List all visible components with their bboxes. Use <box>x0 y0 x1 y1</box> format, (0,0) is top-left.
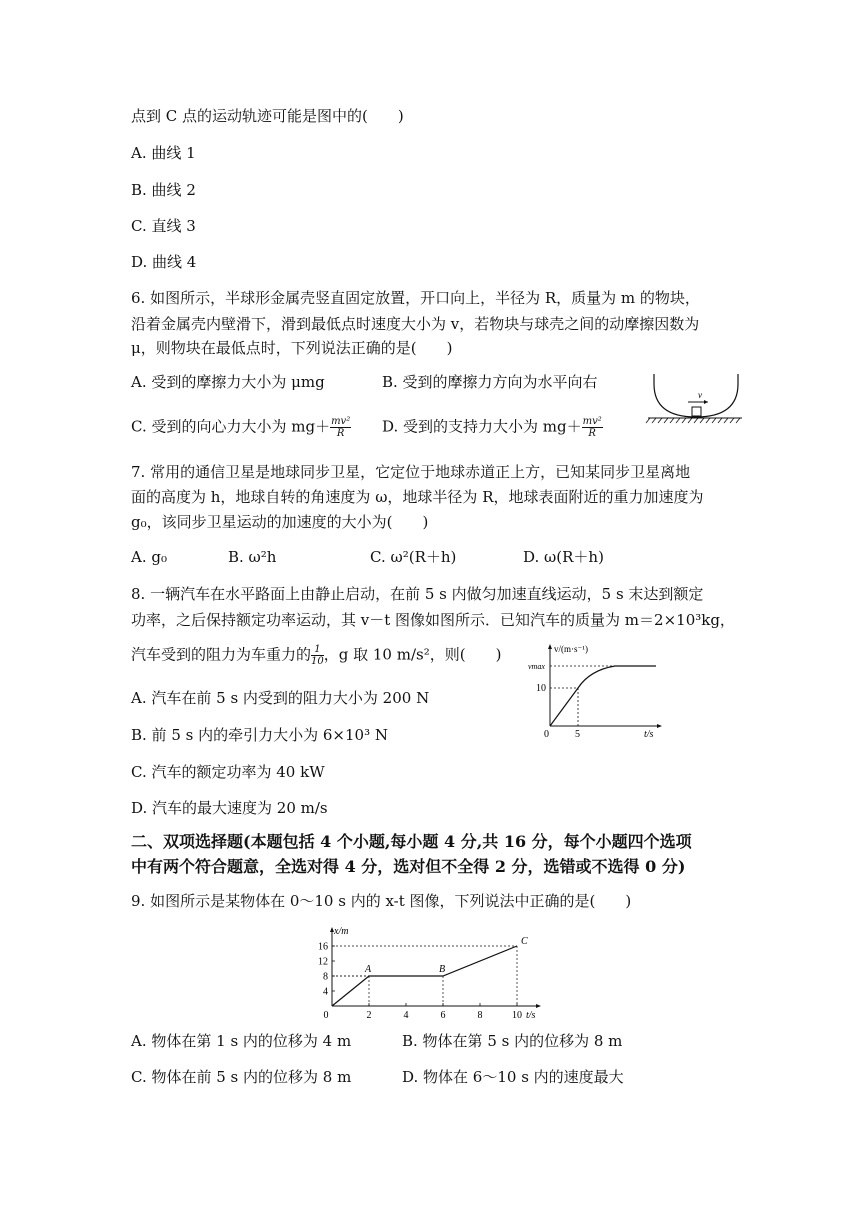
q7-option-c: C. ω²(R＋h) <box>370 548 457 566</box>
q6-option-d-text: D. 受到的支持力大小为 mg＋ <box>382 417 582 436</box>
q7-stem-line1: 7. 常用的通信卫星是地球同步卫星，它定位于地球赤道正上方，已知某同步卫星离地 <box>131 463 691 481</box>
xt-chart <box>312 924 547 1020</box>
xt-x-label: t/s <box>526 1010 536 1020</box>
q6-option-d <box>382 416 603 439</box>
q6-option-d-fraction <box>582 416 603 439</box>
q7-option-a: A. g₀ <box>131 548 167 566</box>
fraction-numerator: mv² <box>331 416 351 427</box>
q8-stem-line3-text: 汽车受到的阻力为车重力的 <box>131 645 312 664</box>
q8-option-d: D. 汽车的最大速度为 20 m/s <box>131 799 328 817</box>
q5-option-d: D. 曲线 4 <box>131 253 197 271</box>
q6-stem-line2: 沿着金属壳内壁滑下，滑到最低点时速度大小为 v，若物块与球壳之间的动摩擦因数为 <box>131 315 700 333</box>
block <box>692 407 701 416</box>
xt-x-tick-label: 2 <box>366 1010 372 1020</box>
q8-stem-line1: 8. 一辆汽车在水平路面上由静止启动，在前 5 s 内做匀加速直线运动，5 s 末达到额定 <box>131 585 704 603</box>
q7-option-d: D. ω(R＋h) <box>523 548 604 566</box>
q8-fraction <box>311 644 324 667</box>
q6-stem-line3: μ，则物块在最低点时，下列说法正确的是( ) <box>131 339 453 357</box>
vt-x-label: t/s <box>644 729 654 740</box>
q8-stem-line3 <box>131 644 501 667</box>
vt-x-arrowhead <box>657 724 662 728</box>
vt-tick-5: 5 <box>575 729 580 740</box>
q7-stem-line3: g₀，该同步卫星运动的加速度的大小为( ) <box>131 513 429 531</box>
xt-y-label: x/m <box>334 926 349 937</box>
q6-option-c-fraction <box>330 416 351 439</box>
vt-origin: 0 <box>544 729 549 740</box>
section2-title-line1: 二、双项选择题(本题包括 4 个小题,每小题 4 分,共 16 分，每个小题四个选项 <box>131 832 692 851</box>
vt-y-label: v/(m·s⁻¹) <box>554 644 588 654</box>
q9-option-b: B. 物体在第 5 s 内的位移为 8 m <box>402 1032 623 1050</box>
fraction-numerator: mv² <box>582 416 602 427</box>
q9-stem: 9. 如图所示是某物体在 0～10 s 内的 x-t 图像，下列说法中正确的是( ) <box>131 892 632 910</box>
velocity-label: v <box>698 390 702 400</box>
xt-point-label: C <box>521 936 528 947</box>
xt-x-tick-label: 4 <box>403 1010 409 1020</box>
q6-option-c <box>131 416 351 439</box>
q8-option-a: A. 汽车在前 5 s 内受到的阻力大小为 200 N <box>131 689 430 707</box>
q6-stem-line1: 6. 如图所示，半球形金属壳竖直固定放置，开口向上，半径为 R，质量为 m 的物块， <box>131 289 700 307</box>
xt-x-tick-label: 0 <box>323 1010 329 1020</box>
vt-graph <box>520 640 670 740</box>
xt-y-tick-label: 8 <box>323 971 328 983</box>
q6-option-a: A. 受到的摩擦力大小为 μmg <box>131 373 325 391</box>
vt-curve <box>550 666 656 726</box>
q5-option-a: A. 曲线 1 <box>131 144 196 162</box>
xt-x-tick-label: 8 <box>477 1010 483 1020</box>
q7-stem-line2: 面的高度为 h，地球自转的角速度为 ω，地球半径为 R，地球表面附近的重力加速度为 <box>131 488 704 506</box>
q8-option-c: C. 汽车的额定功率为 40 kW <box>131 763 325 781</box>
q8-stem-line2: 功率，之后保持额定功率运动，其 v－t 图像如图所示．已知汽车的质量为 m＝2×10³kg， <box>131 611 735 629</box>
fraction-numerator: 1 <box>311 644 324 656</box>
xt-x-tick-label: 10 <box>512 1010 522 1020</box>
vt-vmax-label: vmax <box>528 662 545 671</box>
q8-option-b: B. 前 5 s 内的牵引力大小为 6×10³ N <box>131 726 388 744</box>
q9-option-a: A. 物体在第 1 s 内的位移为 4 m <box>131 1032 352 1050</box>
ground-hatching <box>646 418 740 423</box>
q6-option-c-text: C. 受到的向心力大小为 mg＋ <box>131 417 331 436</box>
xt-y-tick-label: 4 <box>323 986 328 998</box>
fraction-denominator: 10 <box>311 656 324 667</box>
velocity-arrowhead <box>704 400 708 404</box>
q5-option-b: B. 曲线 2 <box>131 181 196 199</box>
fraction-denominator: R <box>588 428 596 439</box>
vt-tick-10: 10 <box>536 683 546 694</box>
q9-option-d: D. 物体在 6～10 s 内的速度最大 <box>402 1068 624 1086</box>
xt-point-label: B <box>439 964 446 975</box>
q7-option-b: B. ω²h <box>228 548 277 566</box>
xt-x-tick-label: 6 <box>440 1010 446 1020</box>
q5-stem-tail: 点到 C 点的运动轨迹可能是图中的( ) <box>131 107 404 125</box>
hemisphere-figure <box>644 370 744 430</box>
section2-title-line2: 中有两个符合题意，全选对得 4 分，选对但不全得 2 分，选错或不选得 0 分) <box>131 857 686 876</box>
q5-option-c: C. 直线 3 <box>131 217 196 235</box>
xt-y-tick-label: 16 <box>318 941 328 953</box>
xt-point-label: A <box>365 964 372 975</box>
xt-y-tick-label: 12 <box>318 956 328 968</box>
q9-option-c: C. 物体在前 5 s 内的位移为 8 m <box>131 1068 352 1086</box>
vt-y-arrowhead <box>548 644 552 649</box>
q8-stem-line3-tail: ，g 取 10 m/s²，则( ) <box>323 645 502 664</box>
xt-x-arrowhead <box>536 1004 541 1008</box>
fraction-denominator: R <box>336 428 345 439</box>
q6-option-b: B. 受到的摩擦力方向为水平向右 <box>382 373 598 391</box>
xt-series-line <box>332 946 517 1006</box>
